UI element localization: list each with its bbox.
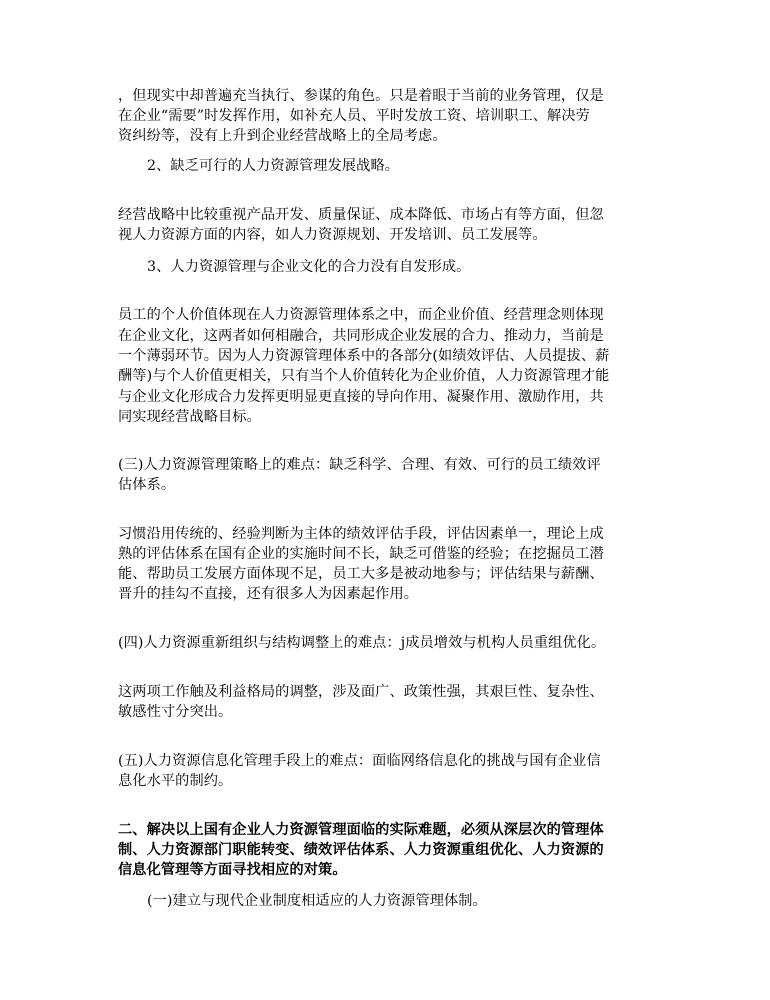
paragraph-line: 一个薄弱环节。因为人力资源管理体系中的各部分(如绩效评估、人员提拔、薪 <box>118 348 610 364</box>
section-heading-3: 估体系。 <box>118 477 176 493</box>
paragraph-line: 视人力资源方面的内容，如人力资源规划、开发培训、员工发展等。 <box>118 227 547 243</box>
subheading-3: 3、人力资源管理与企业文化的合力没有自发形成。 <box>147 259 471 275</box>
paragraph-line: 晋升的挂勾不直接，还有很多人为因素起作用。 <box>118 586 419 602</box>
paragraph-line: 能、帮助员工发展方面体现不足，员工大多是被动地参与；评估结果与薪酬、 <box>118 566 604 582</box>
paragraph-line: 在企业“需要”时发挥作用，如补充人员、平时发放工资、培训职工、解决劳 <box>118 108 590 124</box>
paragraph-line: 员工的个人价值体现在人力资源管理体系之中，而企业价值、经营理念则体现 <box>118 307 604 323</box>
paragraph-line: 熟的评估体系在国有企业的实施时间不长，缺乏可借鉴的经验；在挖掘员工潜 <box>118 546 604 562</box>
major-heading: 制、人力资源部门职能转变、绩效评估体系、人力资源重组优化、人力资源的 <box>118 842 604 858</box>
subheading-2: 2、缺乏可行的人力资源管理发展战略。 <box>147 158 400 174</box>
paragraph-line: 与企业文化形成合力发挥更明显更直接的导向作用、凝聚作用、激励作用，共 <box>118 389 604 405</box>
paragraph-line: 这两项工作触及利益格局的调整，涉及面广、政策性强，其艰巨性、复杂性、 <box>118 684 604 700</box>
paragraph-line: ，但现实中却普遍充当执行、参谋的角色。只是着眼于当前的业务管理，仅是 <box>118 88 604 104</box>
major-heading: 二、解决以上国有企业人力资源管理面临的实际难题，必须从深层次的管理体 <box>118 822 604 838</box>
paragraph-line: 酬等)与个人价值更相关，只有当个人价值转化为企业价值，人力资源管理才能 <box>118 368 610 384</box>
major-heading: 信息化管理等方面寻找相应的对策。 <box>118 862 347 878</box>
paragraph-line: 同实现经营战略目标。 <box>118 409 261 425</box>
paragraph-line: 在企业文化，这两者如何相融合，共同形成企业发展的合力、推动力，当前是 <box>118 328 604 344</box>
section-heading-5: 息化水平的制约。 <box>118 773 233 789</box>
paragraph-line: 经营战略中比较重视产品开发、质量保证、成本降低、市场占有等方面，但忽 <box>118 207 604 223</box>
section-heading-5: (五)人力资源信息化管理手段上的难点：面临网络信息化的挑战与国有企业信 <box>118 753 601 769</box>
section-heading-4: (四)人力资源重新组织与结构调整上的难点：j成员增效与机构人员重组优化。 <box>118 635 606 651</box>
paragraph-line: 资纠纷等，没有上升到企业经营战略上的全局考虑。 <box>118 128 447 144</box>
paragraph-line: 习惯沿用传统的、经验判断为主体的绩效评估手段，评估因素单一，理论上成 <box>118 526 604 542</box>
subsection-heading-1: (一)建立与现代企业制度相适应的人力资源管理体制。 <box>147 893 487 909</box>
paragraph-line: 敏感性寸分突出。 <box>118 704 233 720</box>
section-heading-3: (三)人力资源管理策略上的难点：缺乏科学、合理、有效、可行的员工绩效评 <box>118 457 601 473</box>
